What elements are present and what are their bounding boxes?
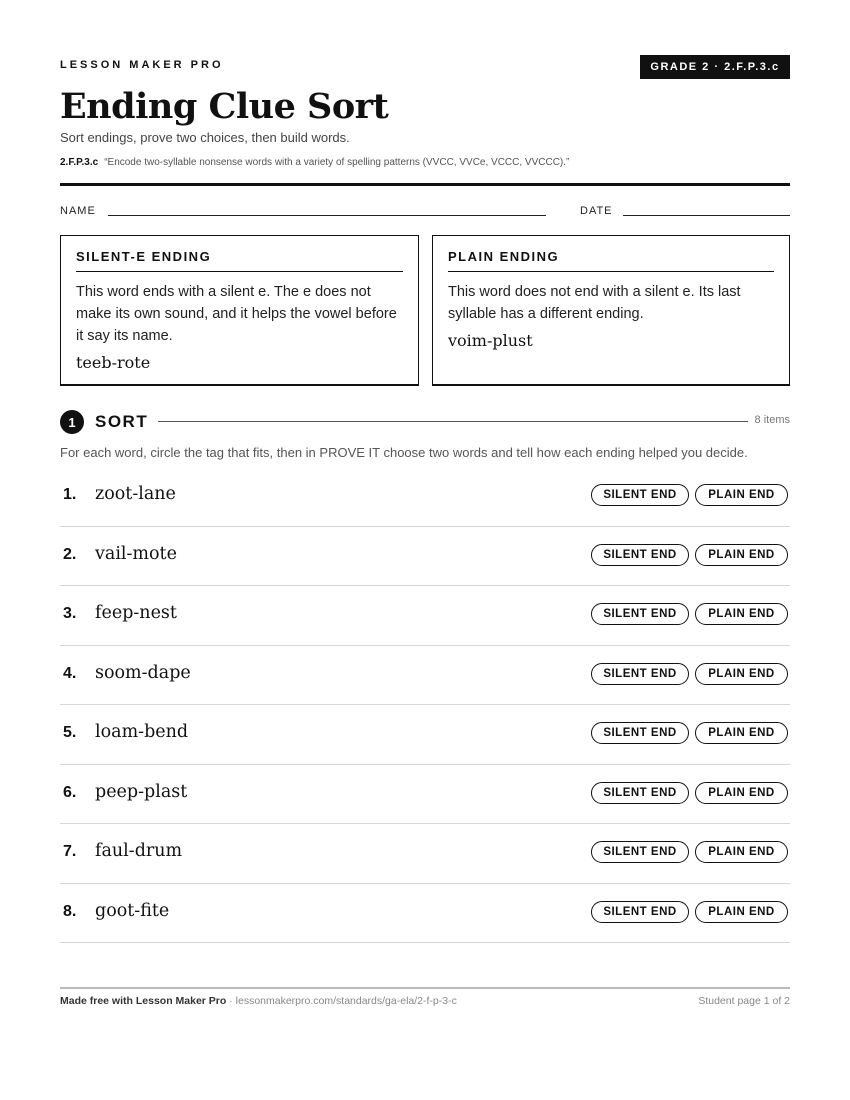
- tag-group: [591, 603, 788, 625]
- tag-group: [591, 782, 788, 804]
- card-description: This word ends with a silent e. The e does not make its own sound, and it helps the vowel before it say its name.: [76, 284, 397, 344]
- name-label: NAME: [60, 205, 96, 217]
- silent-end-tag[interactable]: SILENT END: [591, 722, 689, 744]
- list-item: [60, 705, 790, 765]
- footer-page-number: Student page 1 of 2: [698, 995, 790, 1007]
- item-word: goot-fite: [95, 900, 170, 921]
- plain-end-tag[interactable]: PLAIN END: [695, 841, 788, 863]
- item-word: peep-plast: [95, 781, 188, 802]
- date-label: DATE: [580, 205, 613, 217]
- name-field[interactable]: [108, 215, 546, 216]
- silent-end-tag[interactable]: SILENT END: [591, 544, 689, 566]
- footer-separator: ·: [226, 995, 236, 1007]
- silent-end-tag[interactable]: SILENT END: [591, 901, 689, 923]
- plain-end-tag[interactable]: PLAIN END: [695, 544, 788, 566]
- item-number: 7.: [63, 843, 77, 860]
- section-number: 1: [60, 410, 84, 434]
- item-number: 3.: [63, 605, 77, 622]
- card-example-word: voim-plust: [448, 331, 533, 350]
- silent-end-tag[interactable]: SILENT END: [591, 841, 689, 863]
- tag-group: [591, 484, 788, 506]
- grade-badge: GRADE 2 · 2.F.P.3.c: [640, 55, 790, 79]
- footer-divider: [60, 987, 790, 989]
- list-item: [60, 824, 790, 884]
- list-item: [60, 467, 790, 527]
- item-word: vail-mote: [95, 543, 177, 564]
- item-number: 4.: [63, 664, 77, 682]
- tag-group: [591, 901, 788, 923]
- list-item: [60, 765, 790, 825]
- item-word: zoot-lane: [95, 484, 176, 504]
- item-word: feep-nest: [95, 603, 177, 623]
- list-item: [60, 884, 790, 944]
- silent-end-tag[interactable]: SILENT END: [591, 484, 689, 506]
- plain-end-tag[interactable]: PLAIN END: [695, 484, 788, 506]
- page-subtitle: Sort endings, prove two choices, then build words.: [60, 130, 350, 145]
- standard-line: [60, 157, 569, 168]
- section-title: SORT: [95, 412, 149, 431]
- card-example-word: teeb-rote: [76, 353, 151, 372]
- plain-end-tag[interactable]: PLAIN END: [695, 722, 788, 744]
- item-word: faul-drum: [95, 841, 183, 861]
- item-word: soom-dape: [95, 662, 191, 683]
- brand-name: LESSON MAKER PRO: [60, 59, 224, 71]
- plain-end-tag[interactable]: PLAIN END: [695, 663, 788, 685]
- section-divider: [158, 421, 748, 422]
- footer-url[interactable]: lessonmakerpro.com/standards/ga-ela/2-f-p-3-c: [235, 995, 457, 1007]
- tag-group: [591, 544, 788, 566]
- plain-end-tag[interactable]: PLAIN END: [695, 782, 788, 804]
- item-count: 8 items: [754, 414, 790, 426]
- item-number: 6.: [63, 783, 77, 801]
- tag-group: [591, 841, 788, 863]
- tag-group: [591, 663, 788, 685]
- tag-group: [591, 722, 788, 744]
- plain-ending-card: [432, 235, 790, 386]
- list-item: [60, 527, 790, 587]
- silent-e-card: [60, 235, 419, 386]
- item-word: loam-bend: [95, 722, 189, 742]
- plain-end-tag[interactable]: PLAIN END: [695, 901, 788, 923]
- card-heading: SILENT-E ENDING: [76, 249, 403, 272]
- silent-end-tag[interactable]: SILENT END: [591, 782, 689, 804]
- silent-end-tag[interactable]: SILENT END: [591, 603, 689, 625]
- silent-end-tag[interactable]: SILENT END: [591, 663, 689, 685]
- instructions: For each word, circle the tag that fits, then in PROVE IT choose two words and tell how each ending helped you decide.: [60, 445, 748, 460]
- plain-end-tag[interactable]: PLAIN END: [695, 603, 788, 625]
- standard-code: 2.F.P.3.c: [60, 157, 99, 168]
- card-heading: PLAIN ENDING: [448, 249, 774, 272]
- header-divider: [60, 183, 790, 186]
- item-number: 5.: [63, 724, 77, 741]
- footer-credit: [60, 995, 457, 1007]
- item-number: 1.: [63, 486, 77, 503]
- worksheet-page: [60, 0, 790, 1100]
- item-number: 8.: [63, 902, 77, 920]
- footer-made-with: Made free with Lesson Maker Pro: [60, 995, 227, 1007]
- page-title: Ending Clue Sort: [60, 86, 389, 127]
- item-number: 2.: [63, 545, 77, 563]
- list-item: [60, 646, 790, 706]
- card-description: This word does not end with a silent e. Its last syllable has a different ending.: [448, 284, 741, 322]
- date-field[interactable]: [623, 215, 790, 216]
- list-item: [60, 586, 790, 646]
- sort-list: [60, 467, 790, 943]
- standard-text: “Encode two-syllable nonsense words with a variety of spelling patterns (VVCC, VVCe, VCCC, VVCCC).”: [104, 157, 570, 168]
